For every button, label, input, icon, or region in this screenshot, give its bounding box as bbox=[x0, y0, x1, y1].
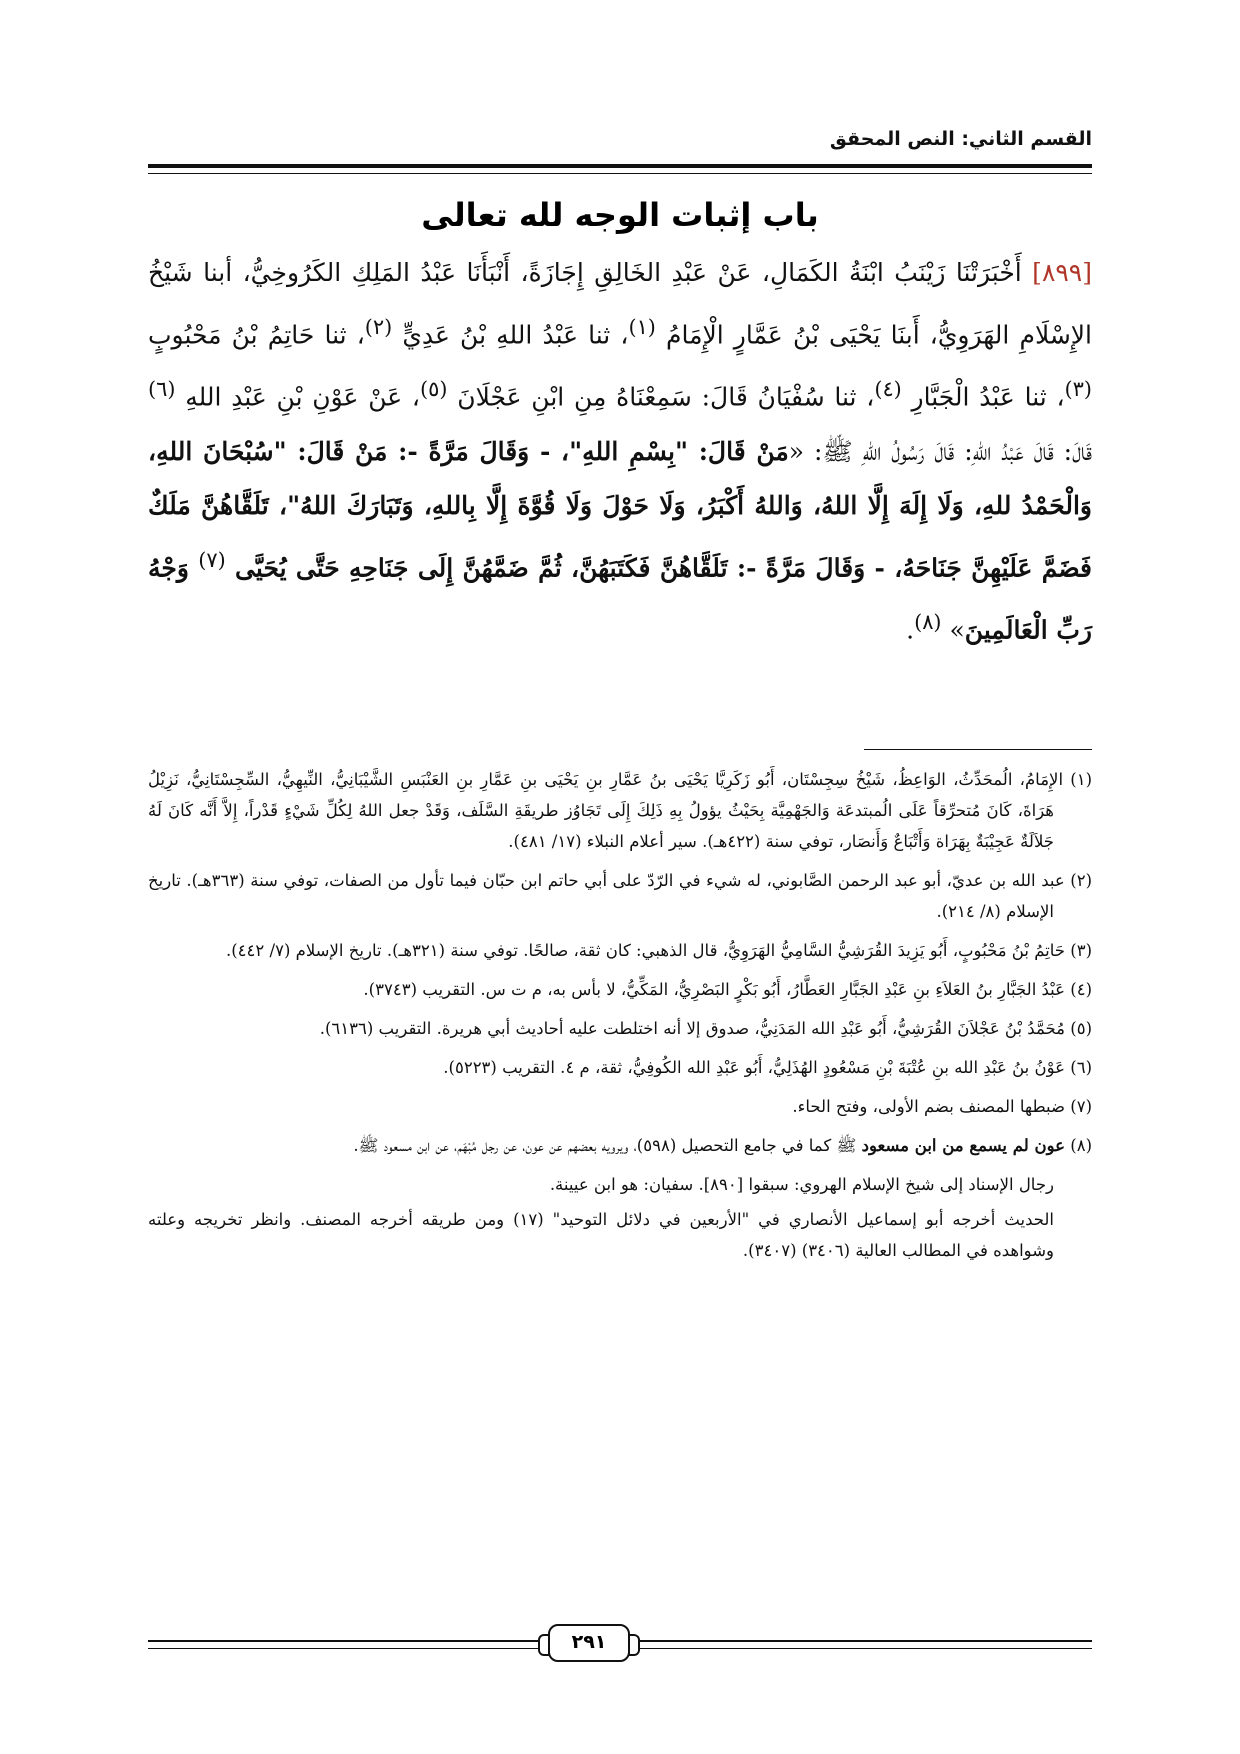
footnote-ref-6: (٦) bbox=[148, 377, 176, 402]
hadith-text: . bbox=[906, 615, 915, 645]
header-rule-thin bbox=[148, 173, 1092, 174]
footnote-2: (٢) عبد الله بن عديّ، أبو عبد الرحمن الصَّابوني، له شيء في الرّدّ على أبي حاتم ابن حبّان فيما تأول من الصفات، توفي سنة (٣٦٣هـ). تاريخ الإسلام (٨/ ٢١٤). bbox=[148, 871, 1092, 921]
isnad-note: رجال الإسناد إلى شيخ الإسلام الهروي: سبقوا [٨٩٠]. سفيان: هو ابن عيينة. bbox=[549, 1175, 1054, 1194]
footnote-7: (٧) ضبطها المصنف بضم الأولى، وفتح الحاء. bbox=[792, 1097, 1092, 1116]
hadith-text: ، ثنا عَبْدُ الْجَبَّارِ bbox=[901, 382, 1065, 412]
hadith-paragraph bbox=[148, 246, 1092, 657]
footnote-1: (١) الإِمَامُ، الُمحَدِّثُ، الوَاعِظُ، شَيْخُ سِجِسْتَان، أَبُو زَكَرِيَّا يَحْيَى بنُ عَمَّارِ بنِ يَحْيَى بنِ عَمَّارِ بنِ العَنْبَسِ الشَّيْبَانِيُّ، النِّيهِيُّ، السِّجِسْتَانِيُّ، نَزِيْلُ هَرَاةَ، كَانَ مُتحرِّقاً عَلَى الُمبتدعَة وَالجَهْمِيَّة بِحَيْثُ يؤولُ بِهِ ذَلِكَ إِلَى تَجَاوُز طريقَةِ السَّلَف، وَقَدْ جعل اللهُ لِكُلِّ شَيْءٍ قَدْراً، إِلاَّ أَنَّه كَانَ لَهُ جَلاَلَةٌ عَجِيْبَةٌ بِهَرَاة وَأَتْبَاعٌ وَأَنصَار، توفي سنة (٤٢٢هـ). سير أعلام النبلاء (١٧/ ٤٨١). bbox=[148, 770, 1092, 851]
footnote-separator bbox=[864, 749, 1092, 750]
footnote-ref-4: (٤) bbox=[874, 377, 902, 402]
hadith-number: [٨٩٩] bbox=[1032, 258, 1092, 287]
takhrij-note: الحديث أخرجه أبو إسماعيل الأنصاري في "الأربعين في دلائل التوحيد" (١٧) ومن طريقه أخرجه المصنف. وانظر تخريجه وعلته وشواهده في المطالب العالية (٣٤٠٦) (٣٤٠٧). bbox=[148, 1210, 1055, 1260]
footnote-5: (٥) مُحَمَّدُ بْنُ عَجْلاَنَ القُرَشِيُّ، أَبُو عَبْدِ الله المَدَنِيُّ، صدوق إلا أنه اختلطت عليه أحاديث أبي هريرة. التقريب (٦١٣٦). bbox=[319, 1019, 1092, 1038]
footnote-ref-1: (١) bbox=[628, 315, 656, 339]
hadith-matn-end: وَجْهُ رَبِّ الْعَالَمِينَ bbox=[148, 552, 1092, 645]
footnote-4: (٤) عَبْدُ الجَبَّارِ بنُ العَلاَءِ بنِ عَبْدِ الجَبَّارِ العَطَّارُ، أَبُو بَكْرٍ البَصْرِيُّ، المَكِّيُّ، لا بأس به، م ت س. التقريب (٣٧٤٣). bbox=[363, 980, 1092, 999]
hadith-text: أَخْبَرَتْنَا زَيْنَبُ ابْنَةُ الكَمَالِ، عَنْ عَبْدِ الخَالِقِ إِجَازَةً، أَنْبَأَنَا عَبْدُ المَلِكِ الكَرُوخِيُّ، أبنا شَيْخُ الإِسْلَامِ الهَرَوِيُّ، أَبنَا يَحْيَى بْنُ عَمَّارٍ الْإِمَامُ bbox=[148, 258, 1093, 350]
footnote-bold: عون لم يسمع من ابن مسعود bbox=[861, 1136, 1065, 1155]
hadith-text: ، ثنا عَبْدُ اللهِ بْنُ عَدِيٍّ bbox=[392, 320, 629, 350]
running-head: القسم الثاني: النص المحقق bbox=[829, 128, 1092, 150]
footnote-ref-2: (٢) bbox=[364, 315, 393, 339]
footnote-3: (٣) حَاتِمُ بْنُ مَحْبُوبٍ، أَبُو يَزِيدَ القُرَشِيُّ السَّامِيُّ الهَرَوِيُّ، قال الذهبي: كان ثقة، صالحًا. توفي سنة (٣٢١هـ). تاريخ الإسلام (٧/ ٤٤٢). bbox=[225, 941, 1092, 960]
hadith-matn: مَنْ قَالَ: "بِسْمِ اللهِ"، - وَقَالَ مَرَّةً -: مَنْ قَالَ: "سُبْحَانَ اللهِ، وَالْحَمْدُ للهِ، وَلَا إِلَهَ إِلَّا اللهُ، وَاللهُ أَكْبَرُ، وَلَا حَوْلَ وَلَا قُوَّةَ إِلَّا بِاللهِ، وَتَبَارَكَ اللهُ"، تَلَقَّاهُنَّ مَلَكٌ فَضَمَّ عَلَيْهِنَّ جَنَاحَهُ، - وَقَالَ مَرَّةً -: تَلَقَّاهُنَّ فَكَتَبَهُنَّ، ثُمَّ ضَمَّهُنَّ إِلَى جَنَاحِهِ حَتَّى يُحَيَّى bbox=[148, 436, 1093, 582]
chapter-title: باب إثبات الوجه لله تعالى bbox=[421, 196, 819, 234]
footnote-ref-8: (٨) bbox=[914, 609, 942, 634]
hadith-text: قَالَ: قَالَ عَبْدُ اللهِ: قَالَ رَسُولُ اللهِ ﷺ: « bbox=[788, 436, 1092, 466]
footnotes bbox=[148, 764, 1092, 1270]
footnote-ref-5: (٥) bbox=[420, 377, 448, 402]
footnote-8 bbox=[148, 1130, 1092, 1161]
header-rule-thick bbox=[148, 164, 1092, 168]
footnote-label: (٨) bbox=[1065, 1136, 1092, 1155]
page-number: ٢٩١ bbox=[548, 1624, 630, 1662]
hadith-text: ، عَنْ عَوْنِ بْنِ عَبْدِ اللهِ bbox=[175, 382, 420, 412]
hadith-text: ، ثنا سُفْيَانُ قَالَ: سَمِعْنَاهُ مِنِ ابْنِ عَجْلَانَ bbox=[447, 382, 875, 412]
footnote-text: ﷺ كما في جامع التحصيل (٥٩٨)، ويرويه بعضهم عن عون، عن رجل مُبْهَم، عن ابن مسعود ﷺ. bbox=[353, 1136, 862, 1155]
footnote-ref-3: (٣) bbox=[1064, 377, 1092, 402]
footnote-ref-7: (٧) bbox=[198, 547, 226, 572]
hadith-text: » bbox=[941, 615, 965, 645]
hadith-text: ، ثنا حَاتِمُ بْنُ مَحْبُوبٍ bbox=[148, 320, 365, 350]
footnote-6: (٦) عَوْنُ بنُ عَبْدِ الله بنِ عُتْبَةَ بْنِ مَسْعُودٍ الهُذَلِيُّ، أَبُو عَبْدِ الله الكُوفِيُّ، ثقة، م ٤. التقريب (٥٢٢٣). bbox=[443, 1058, 1092, 1077]
